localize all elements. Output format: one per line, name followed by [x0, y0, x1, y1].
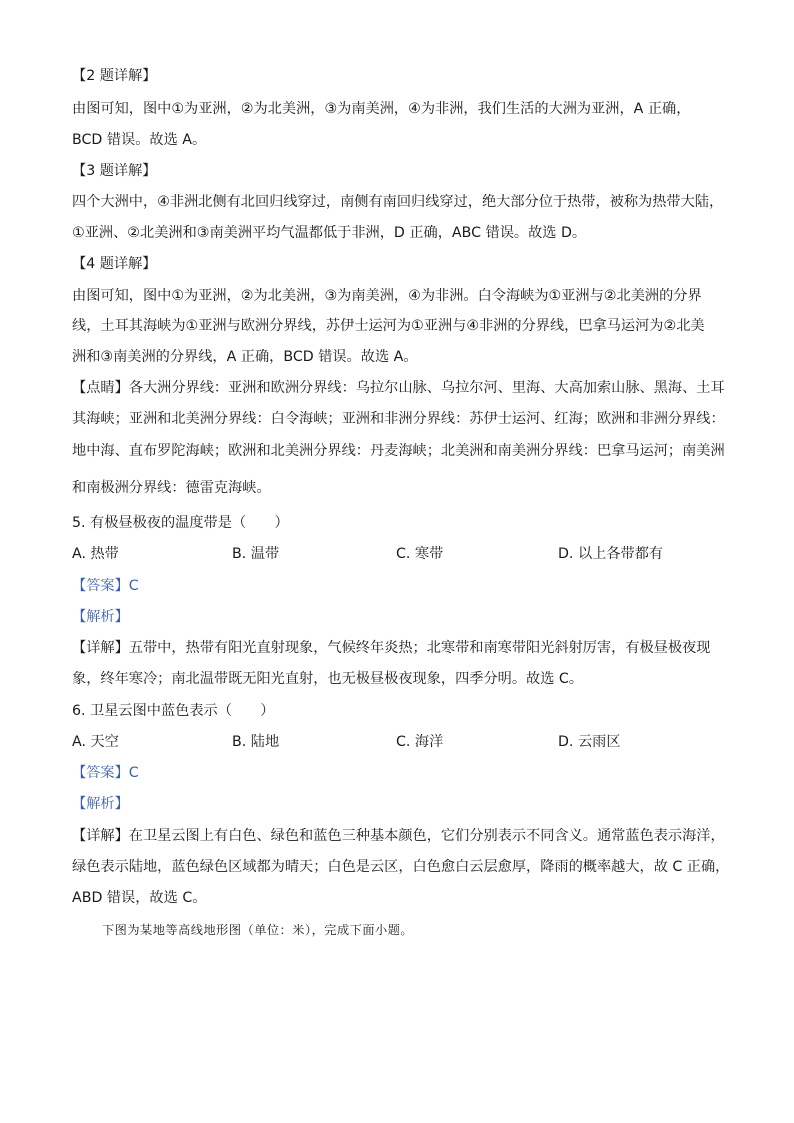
- q4-explanation-line-3: 洲和③南美洲的分界线，A 正确，BCD 错误。故选 A。: [72, 349, 418, 365]
- q6-option-b: B. 陆地: [232, 734, 280, 750]
- q5-options: [72, 544, 732, 564]
- q6-analysis-label: 【解析】: [72, 796, 129, 812]
- tip-line-4: 和南极洲分界线：德雷克海峡。: [72, 480, 271, 496]
- q5-answer: 【答案】C: [72, 578, 139, 594]
- q4-explanation-line-2: 线，土耳其海峡为①亚洲与欧洲分界线，苏伊士运河为①亚洲与④非洲的分界线，巴拿马运河为②北美: [72, 318, 705, 334]
- q2-explanation-line-2: BCD 错误。故选 A。: [72, 132, 207, 148]
- q5-detail-line-1: 【详解】五带中，热带有阳光直射现象，气候终年炎热；北寒带和南寒带阳光斜射厉害，有极昼极夜现: [72, 640, 711, 656]
- q3-explanation-line-1: 四个大洲中，④非洲北侧有北回归线穿过，南侧有南回归线穿过，绝大部分位于热带，被称为热带大陆，: [72, 194, 724, 210]
- tip-line-3: 地中海、直布罗陀海峡；欧洲和北美洲分界线：丹麦海峡；北美洲和南美洲分界线：巴拿马运河；南美洲: [72, 443, 725, 459]
- q5-option-b: B. 温带: [232, 546, 280, 562]
- q6-option-c: C. 海洋: [396, 734, 444, 750]
- q3-explanation-line-2: ①亚洲、②北美洲和③南美洲平均气温都低于非洲，D 正确，ABC 错误。故选 D。: [72, 225, 587, 241]
- tip-line-2: 其海峡；亚洲和北美洲分界线：白令海峡；亚洲和非洲分界线：苏伊士运河、红海；欧洲和非洲分界线：: [72, 411, 725, 427]
- q4-explanation-line-1: 由图可知，图中①为亚洲，②为北美洲，③为南美洲，④为非洲。白令海峡为①亚洲与②北美洲的分界: [72, 288, 702, 304]
- q5-option-d: D. 以上各带都有: [558, 546, 664, 562]
- q6-detail-line-2: 绿色表示陆地，蓝色绿色区域都为晴天；白色是云区，白色愈白云层愈厚，降雨的概率越大，故 C 正确，: [72, 859, 730, 875]
- q3-heading: 【3 题详解】: [72, 163, 157, 179]
- q5-stem: 5. 有极昼极夜的温度带是（ ）: [72, 515, 289, 531]
- q6-options: [72, 732, 732, 752]
- q5-analysis-label: 【解析】: [72, 609, 129, 625]
- next-question-intro: 下图为某地等高线地形图（单位：米），完成下面小题。: [102, 923, 414, 937]
- q6-detail-line-3: ABD 错误，故选 C。: [72, 890, 207, 906]
- q6-answer: 【答案】C: [72, 765, 139, 781]
- q6-option-a: A. 天空: [72, 734, 119, 750]
- q5-option-c: C. 寒带: [396, 546, 444, 562]
- q2-heading: 【2 题详解】: [72, 68, 157, 84]
- q4-heading: 【4 题详解】: [72, 256, 157, 272]
- q6-stem: 6. 卫星云图中蓝色表示（ ）: [72, 703, 275, 719]
- q6-option-d: D. 云雨区: [558, 734, 621, 750]
- tip-line-1: 【点睛】各大洲分界线：亚洲和欧洲分界线：乌拉尔山脉、乌拉尔河、里海、大高加索山脉、黑海、土耳: [72, 380, 725, 396]
- q5-detail-line-2: 象，终年寒冷；南北温带既无阳光直射，也无极昼极夜现象，四季分明。故选 C。: [72, 671, 583, 687]
- q2-explanation-line-1: 由图可知，图中①为亚洲，②为北美洲，③为南美洲，④为非洲，我们生活的大洲为亚洲，A 正确，: [72, 101, 691, 117]
- q6-detail-line-1: 【详解】在卫星云图上有白色、绿色和蓝色三种基本颜色，它们分别表示不同含义。通常蓝色表示海洋，: [72, 828, 725, 844]
- q5-option-a: A. 热带: [72, 546, 119, 562]
